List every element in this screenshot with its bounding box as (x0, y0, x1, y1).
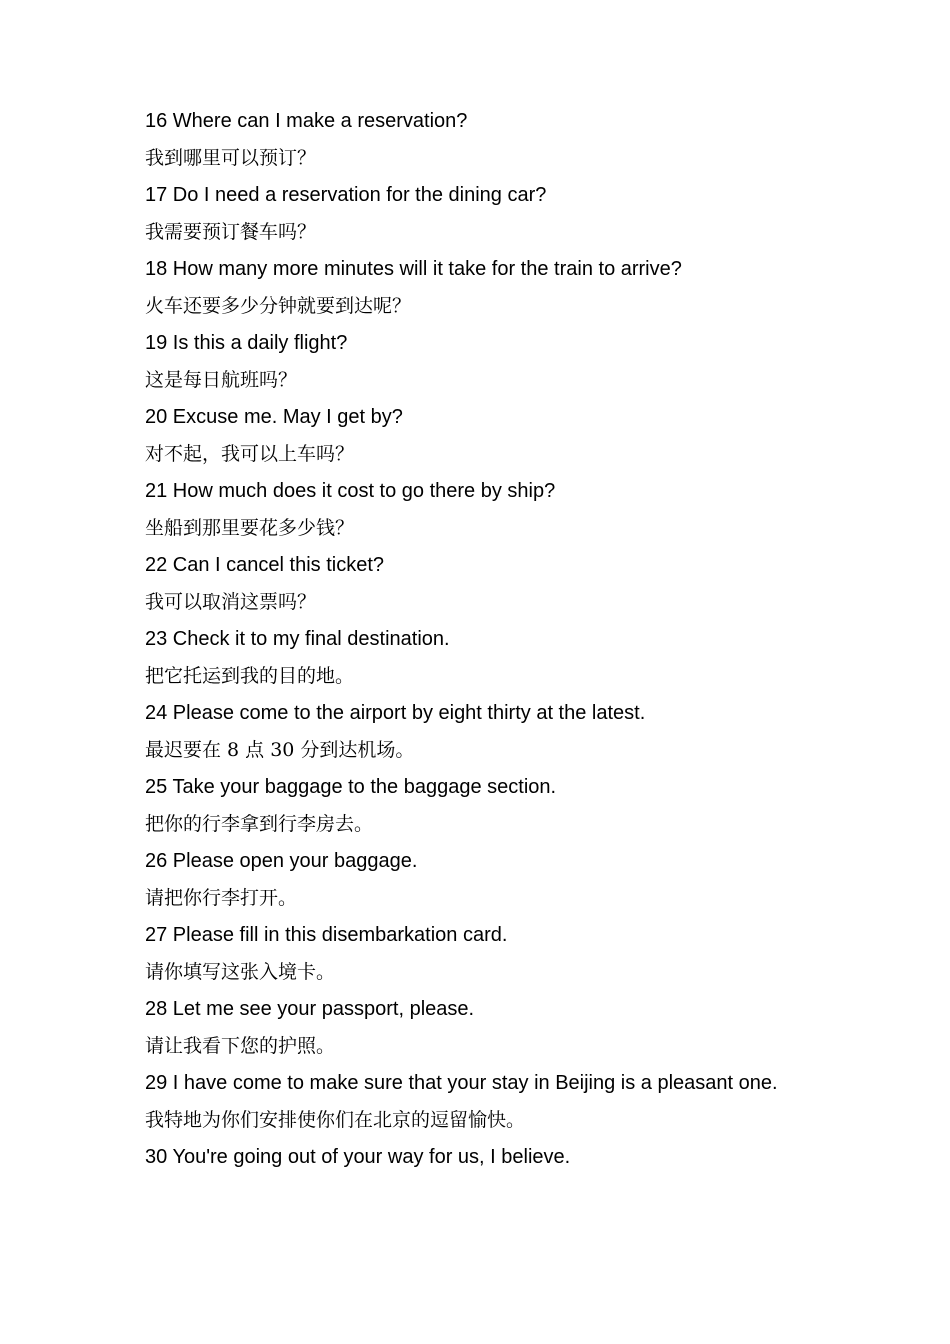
chinese-translation: 这是每日航班吗？ (145, 369, 298, 391)
english-sentence: 21 How much does it cost to go there by ship? (145, 480, 556, 502)
chinese-translation: 我到哪里可以预订？ (145, 147, 317, 169)
english-sentence: 17 Do I need a reservation for the dining car? (145, 184, 547, 206)
chinese-translation: 把它托运到我的目的地。 (145, 665, 355, 687)
phrase-list (145, 109, 815, 1182)
english-sentence: 29 I have come to make sure that your stay in Beijing is a pleasant one. (145, 1072, 778, 1094)
chinese-translation: 我特地为你们安排使你们在北京的逗留愉快。 (145, 1109, 526, 1131)
chinese-translation: 坐船到那里要花多少钱？ (145, 517, 355, 539)
english-sentence: 25 Take your baggage to the baggage section. (145, 776, 557, 798)
english-sentence: 19 Is this a daily flight? (145, 332, 348, 354)
chinese-translation: 请把你行李打开。 (145, 887, 298, 909)
english-sentence: 18 How many more minutes will it take for the train to arrive? (145, 258, 682, 280)
english-sentence: 26 Please open your baggage. (145, 850, 418, 872)
english-sentence: 24 Please come to the airport by eight thirty at the latest. (145, 702, 646, 724)
chinese-translation: 火车还要多少分钟就要到达呢？ (145, 295, 412, 317)
english-sentence: 27 Please fill in this disembarkation card. (145, 924, 508, 946)
chinese-translation: 请让我看下您的护照。 (145, 1035, 336, 1057)
chinese-translation: 最迟要在 8 点 30 分到达机场。 (145, 739, 415, 761)
chinese-translation: 对不起，我可以上车吗？ (145, 443, 355, 465)
english-sentence: 23 Check it to my final destination. (145, 628, 450, 650)
english-sentence: 30 You're going out of your way for us, I believe. (145, 1146, 571, 1168)
english-sentence: 28 Let me see your passport, please. (145, 998, 475, 1020)
chinese-translation: 把你的行李拿到行李房去。 (145, 813, 374, 835)
chinese-translation: 我可以取消这票吗？ (145, 591, 317, 613)
english-sentence: 20 Excuse me. May I get by? (145, 406, 403, 428)
english-sentence: 16 Where can I make a reservation? (145, 110, 468, 132)
chinese-translation: 我需要预订餐车吗？ (145, 221, 317, 243)
english-sentence: 22 Can I cancel this ticket? (145, 554, 385, 576)
chinese-translation: 请你填写这张入境卡。 (145, 961, 336, 983)
